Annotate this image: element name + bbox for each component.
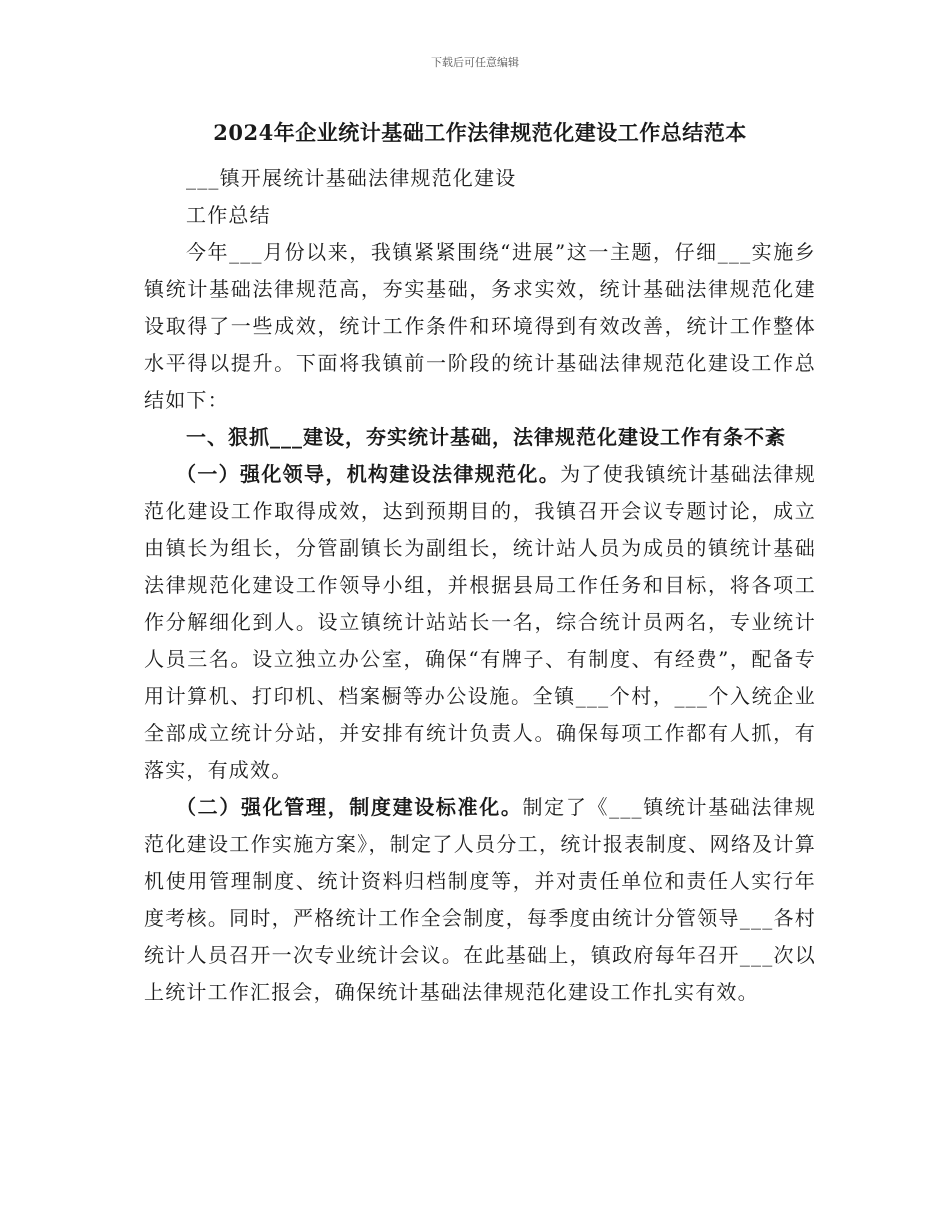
subtitle-line-2: 工作总结 <box>186 203 271 227</box>
header-note: 下载后可任意编辑 <box>431 56 519 69</box>
document-title: 2024年企业统计基础工作法律规范化建设工作总结范本 <box>213 120 747 145</box>
document-page <box>144 118 816 1011</box>
subsection-2-body: 制定了《___镇统计基础法律规范化建设工作实施方案》，制定了人员分工，统计报表制度、网络及计算机使用管理制度、统计资料归档制度等，并对责任单位和责任人实行年度考核。同时，严格统计工作全会制度，每季度由统计分管领导___各村统计人员召开一次专业统计会议。在此基础上，镇政府每年召开___次以上统计工作汇报会，确保统计基础法律规范化建设工作扎实有效。 <box>144 795 816 1004</box>
subtitle-line-1: ___镇开展统计基础法律规范化建设 <box>186 166 517 190</box>
subsection-2-paragraph <box>144 789 816 1011</box>
intro-paragraph: 今年___月份以来，我镇紧紧围绕“进展”这一主题，仔细___实施乡镇统计基础法律规范高，夯实基础，务求实效，统计基础法律规范化建设取得了一些成效，统计工作条件和环境得到有效改善，统计工作整体水平得以提升。下面将我镇前一阶段的统计基础法律规范化建设工作总结如下： <box>144 240 816 412</box>
section-1-heading: 一、狠抓___建设，夯实统计基础，法律规范化建设工作有条不紊 <box>186 425 786 449</box>
subsection-1-heading: （一）强化领导，机构建设法律规范化。 <box>176 462 561 486</box>
subsection-1-body: 为了使我镇统计基础法律规范化建设工作取得成效，达到预期目的，我镇召开会议专题讨论，成立由镇长为组长，分管副镇长为副组长，统计站人员为成员的镇统计基础法律规范化建设工作领导小组，并根据县局工作任务和目标，将各项工作分解细化到人。设立镇统计站站长一名，综合统计员两名，专业统计人员三名。设立独立办公室，确保“有牌子、有制度、有经费”，配备专用计算机、打印机、档案橱等办公设施。全镇___个村，___个入统企业全部成立统计分站，并安排有统计负责人。确保每项工作都有人抓，有落实，有成效。 <box>144 462 816 782</box>
subsection-1-paragraph <box>144 456 816 789</box>
subsection-2-heading: （二）强化管理，制度建设标准化。 <box>176 795 523 819</box>
